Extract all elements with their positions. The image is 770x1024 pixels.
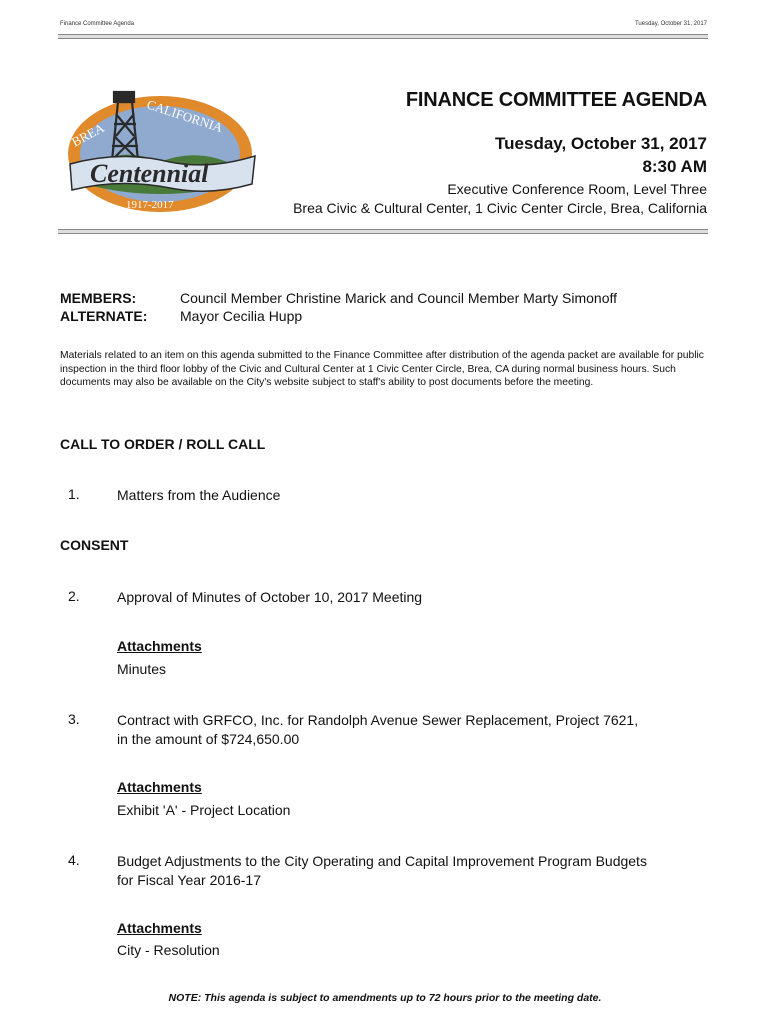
top-rule: [58, 34, 708, 39]
logo-graphic: [60, 84, 260, 219]
alternate-value: Mayor Cecilia Hupp: [180, 308, 303, 324]
item-title-continued: in the amount of $724,650.00: [117, 731, 300, 747]
materials-notice: Materials related to an item on this agenda submitted to the Finance Committee after distribution of the agenda packet are available for public inspection in the third floor lobby of the Civic and Cultural Center at 1 Civic Center Circle, Brea, CA during normal business hours. Such documents may also be available on the City's website subject to staff's ability to post documents before the meeting.: [60, 350, 704, 388]
attachments-heading: Attachments: [117, 779, 202, 795]
attachment-link-minutes[interactable]: Minutes: [117, 661, 167, 677]
logo-text-centennial: Centennial: [90, 159, 209, 188]
running-header-right: Tuesday, October 31, 2017: [634, 21, 707, 27]
item-title-continued: for Fiscal Year 2016-17: [117, 872, 261, 888]
page-title: FINANCE COMMITTEE AGENDA: [405, 89, 707, 111]
section-call-to-order: CALL TO ORDER / ROLL CALL: [60, 436, 266, 452]
running-header-left: Finance Committee Agenda: [60, 21, 135, 27]
item-title: Contract with GRFCO, Inc. for Randolph Avenue Sewer Replacement, Project 7621,: [117, 712, 639, 728]
attachments-heading: Attachments: [117, 920, 202, 936]
item-number: 1.: [68, 486, 80, 502]
item-title: Budget Adjustments to the City Operating and Capital Improvement Program Budgets: [117, 853, 647, 869]
meeting-time: 8:30 AM: [642, 157, 707, 176]
alternate-label: ALTERNATE:: [60, 308, 148, 324]
item-number: 2.: [68, 588, 80, 604]
item-title: Approval of Minutes of October 10, 2017 Meeting: [117, 589, 423, 605]
members-value: Council Member Christine Marick and Council Member Marty Simonoff: [180, 290, 618, 306]
logo-text-california: CALIFORNIA: [145, 96, 225, 136]
item-title: Matters from the Audience: [117, 487, 281, 503]
footer-note: NOTE: This agenda is subject to amendments up to 72 hours prior to the meeting date.: [168, 992, 602, 1004]
attachment-link-exhibit-a[interactable]: Exhibit 'A' - Project Location: [117, 802, 291, 818]
meeting-date: Tuesday, October 31, 2017: [495, 134, 707, 153]
meeting-address: Brea Civic & Cultural Center, 1 Civic Center Circle, Brea, California: [293, 200, 707, 216]
attachments-heading: Attachments: [117, 638, 202, 654]
attachment-link-resolution[interactable]: City - Resolution: [117, 942, 220, 958]
item-number: 3.: [68, 711, 80, 727]
middle-rule: [58, 229, 708, 234]
meeting-room: Executive Conference Room, Level Three: [447, 181, 707, 197]
brea-centennial-logo: [60, 84, 260, 219]
logo-text-brea: BREA: [69, 119, 107, 150]
logo-text-years: 1917-2017: [126, 199, 174, 211]
item-number: 4.: [68, 852, 80, 868]
members-label: MEMBERS:: [60, 290, 137, 306]
section-consent: CONSENT: [60, 537, 129, 553]
